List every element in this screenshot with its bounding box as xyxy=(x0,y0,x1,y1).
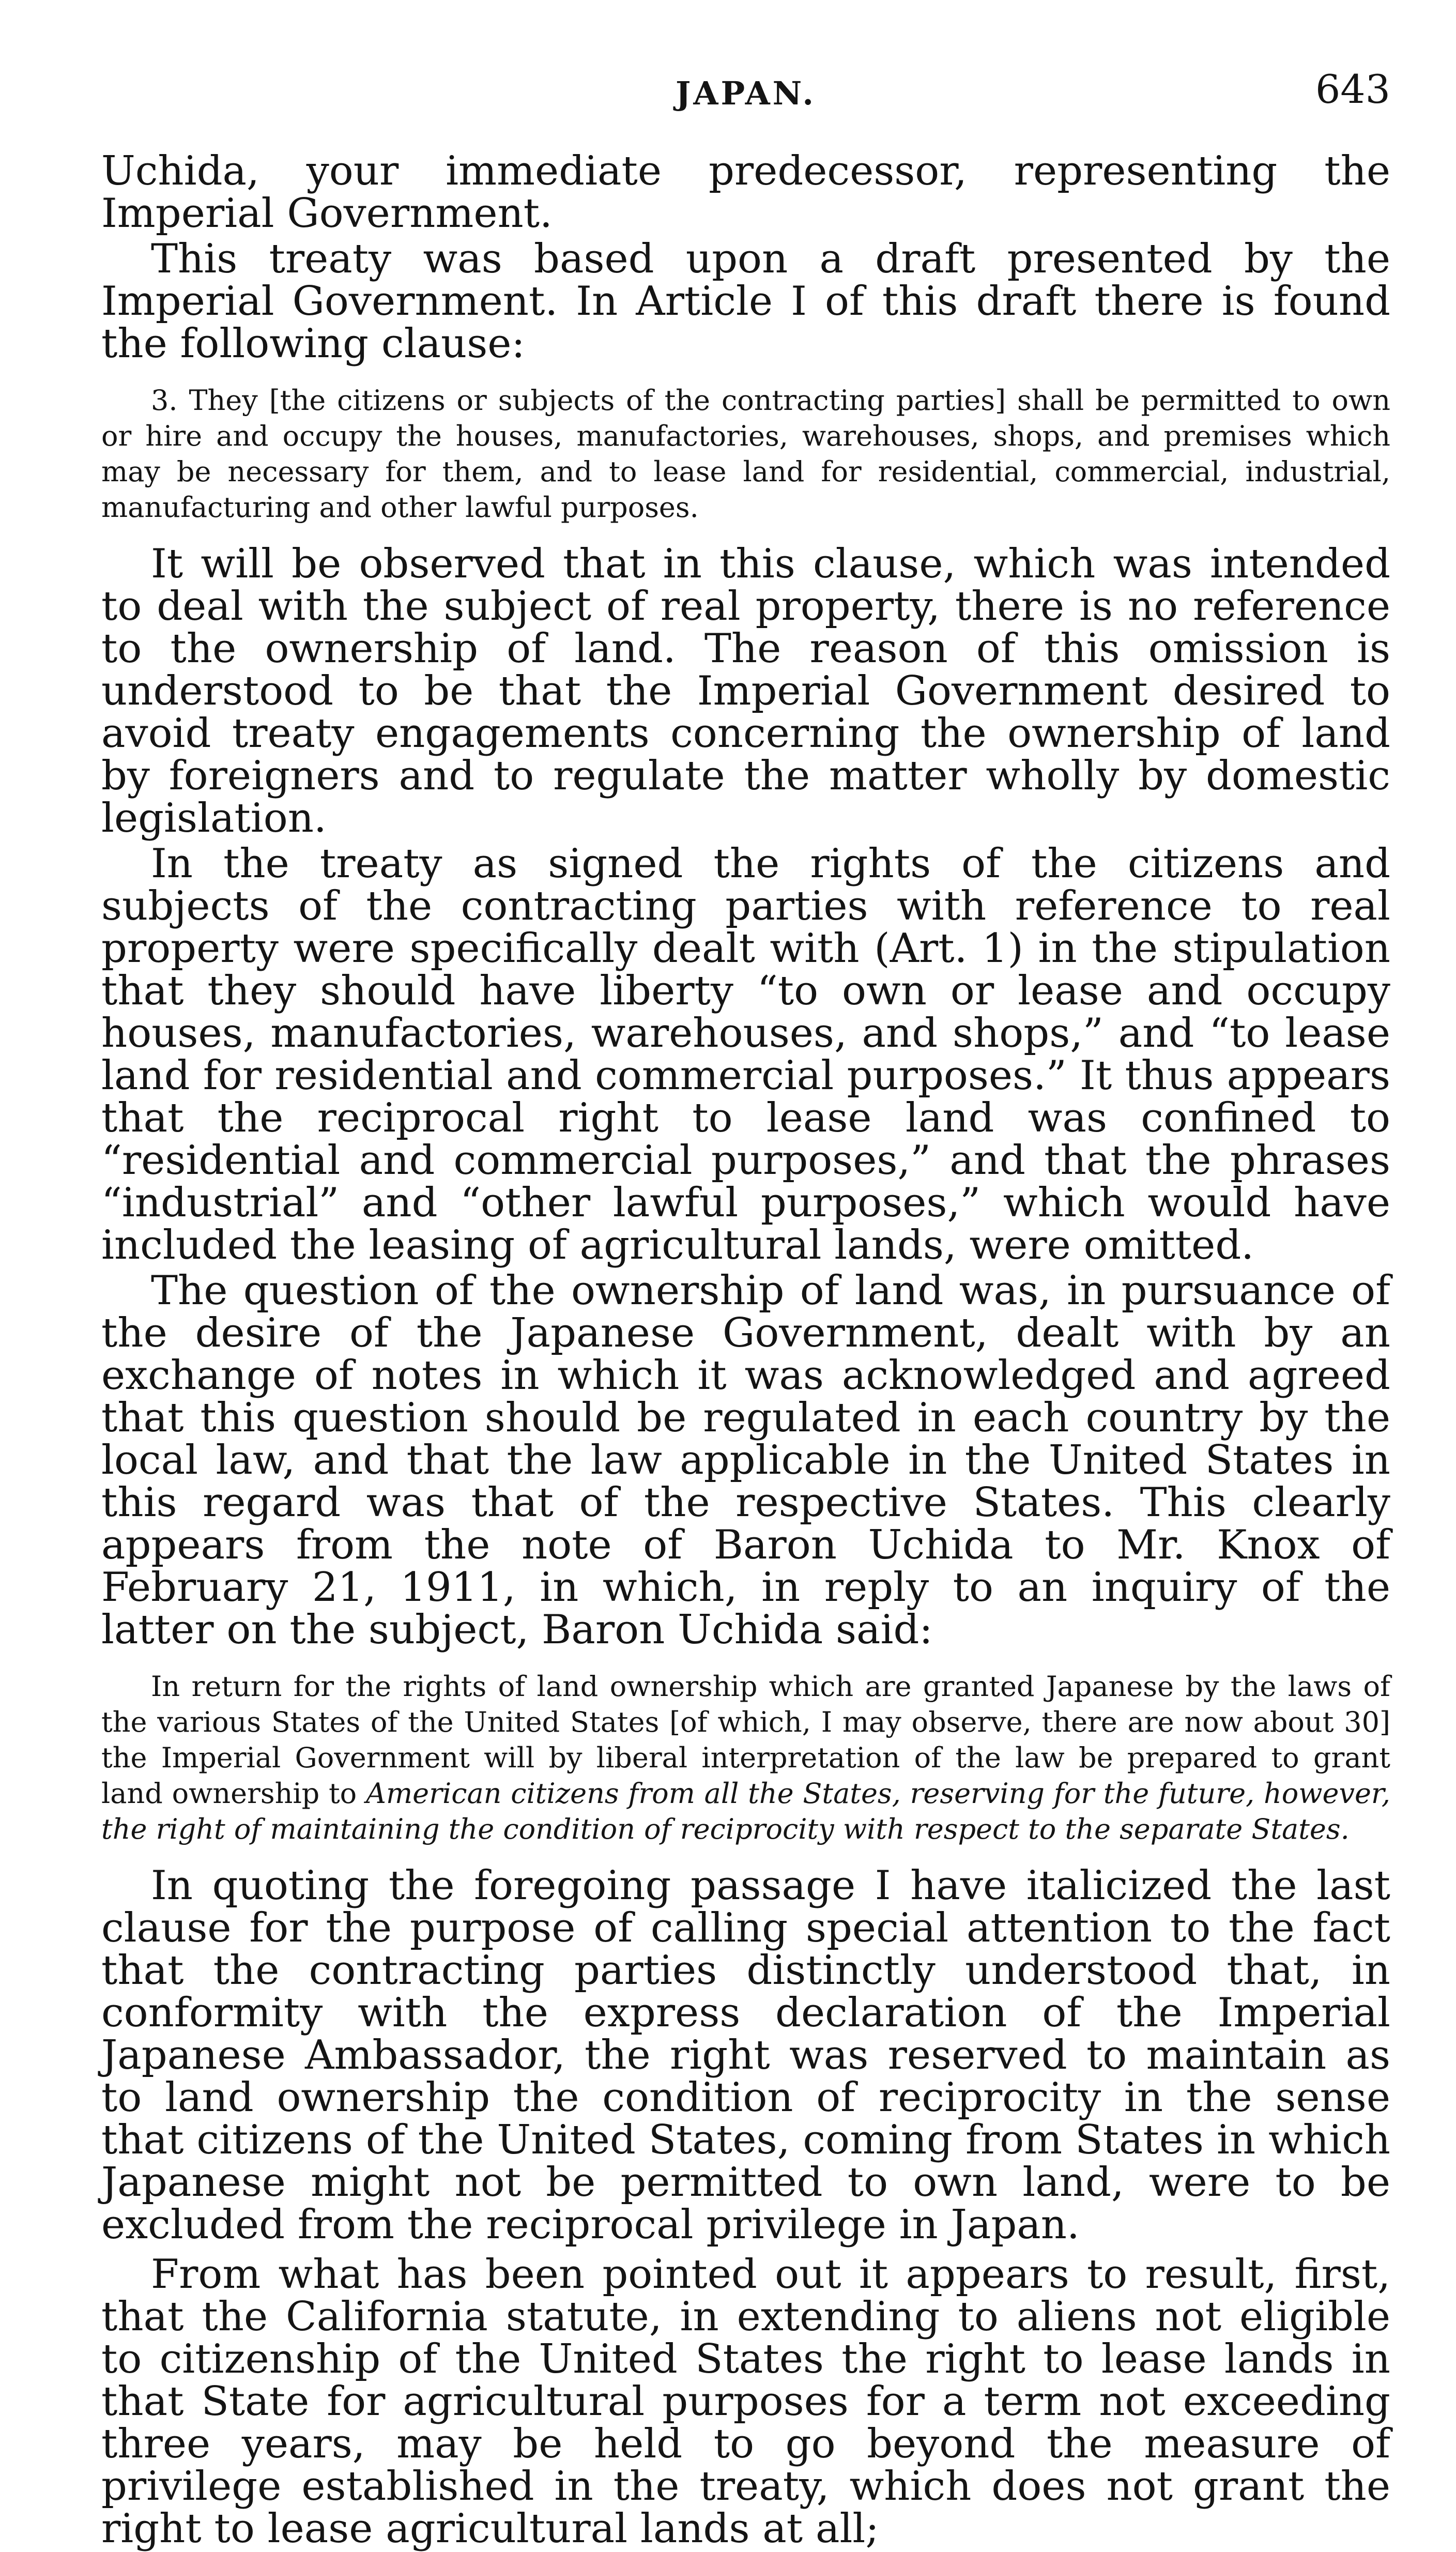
paragraph: This treaty was based upon a draft presented by the Imperial Government. In Article I of this draft there is found the following clause: xyxy=(101,236,1390,367)
block-quote-uchida-note xyxy=(101,1669,1390,1847)
paragraph: The question of the ownership of land was, in pursuance of the desire of the Japanese Government, dealt with by an exchange of notes in which it was acknowledged and agreed that this question should be regulated in each country by the local law, and that the law applicable in the United States in this regard was that of the respective States. This clearly appears from the note of Baron Uchida to Mr. Knox of February 21, 1911, in which, in reply to an inquiry of the latter on the subject, Baron Uchida said: xyxy=(101,1267,1390,1653)
page-number: 643 xyxy=(1315,66,1390,112)
running-title: JAPAN. xyxy=(676,74,816,112)
quote-italic-text: American citizens from all the States, reserving for the future, however, the right of maintaining the condition of reciprocity with respect to the separate States. xyxy=(101,1777,1390,1845)
paragraph-continued: Uchida, your immediate predecessor, representing the Imperial Government. xyxy=(101,148,1390,237)
paragraph: In quoting the foregoing passage I have italicized the last clause for the purpose of calling special attention to the fact that the contracting parties distinctly understood that, in conformity with the express declaration of the Imperial Japanese Ambassador, the right was reserved to maintain as to land ownership the condition of reciprocity in the sense that citizens of the United States, coming from States in which Japanese might not be permitted to own land, were to be excluded from the reciprocal privilege in Japan. xyxy=(101,1862,1390,2248)
paragraph: In the treaty as signed the rights of the citizens and subjects of the contracting parties with reference to real property were specifically dealt with (Art. 1) in the stipulation that they should have liberty “to own or lease and occupy houses, manufactories, warehouses, and shops,” and “to lease land for residential and commercial purposes.” It thus appears that the reciprocal right to lease land was confined to “residential and commercial purposes,” and that the phrases “industrial” and “other lawful purposes,” which would have included the leasing of agricultural lands, were omitted. xyxy=(101,841,1390,1269)
paragraph: It will be observed that in this clause, which was intended to deal with the subject of real property, there is no reference to the ownership of land. The reason of this omission is understood to be that the Imperial Government desired to avoid treaty engagements concerning the ownership of land by foreigners and to regulate the matter wholly by domestic legislation. xyxy=(101,541,1390,842)
body-text xyxy=(101,150,1390,2550)
paragraph: From what has been pointed out it appears to result, first, that the California statute, in extending to aliens not eligible to citizenship of the United States the right to lease lands in that State for agricultural purposes for a term not exceeding three years, may be held to go beyond the measure of privilege established in the treaty, which does not grant the right to lease agricultural lands at all; xyxy=(101,2251,1390,2552)
quote-plain-text: In return for the rights of land ownership which are granted Japanese by the laws of the various States of the United States [of which, I may observe, there are now about 30] the Imperial Government will by liberal interpretation of the law be prepared to grant land ownership to xyxy=(101,1670,1390,1810)
block-quote-draft-clause: 3. They [the citizens or subjects of the contracting parties] shall be permitted to own or hire and occupy the houses, manufactories, warehouses, shops, and premises which may be necessary for them, and to lease land for residential, commercial, industrial, manufacturing and other lawful purposes. xyxy=(101,384,1390,524)
running-head xyxy=(101,66,1390,123)
